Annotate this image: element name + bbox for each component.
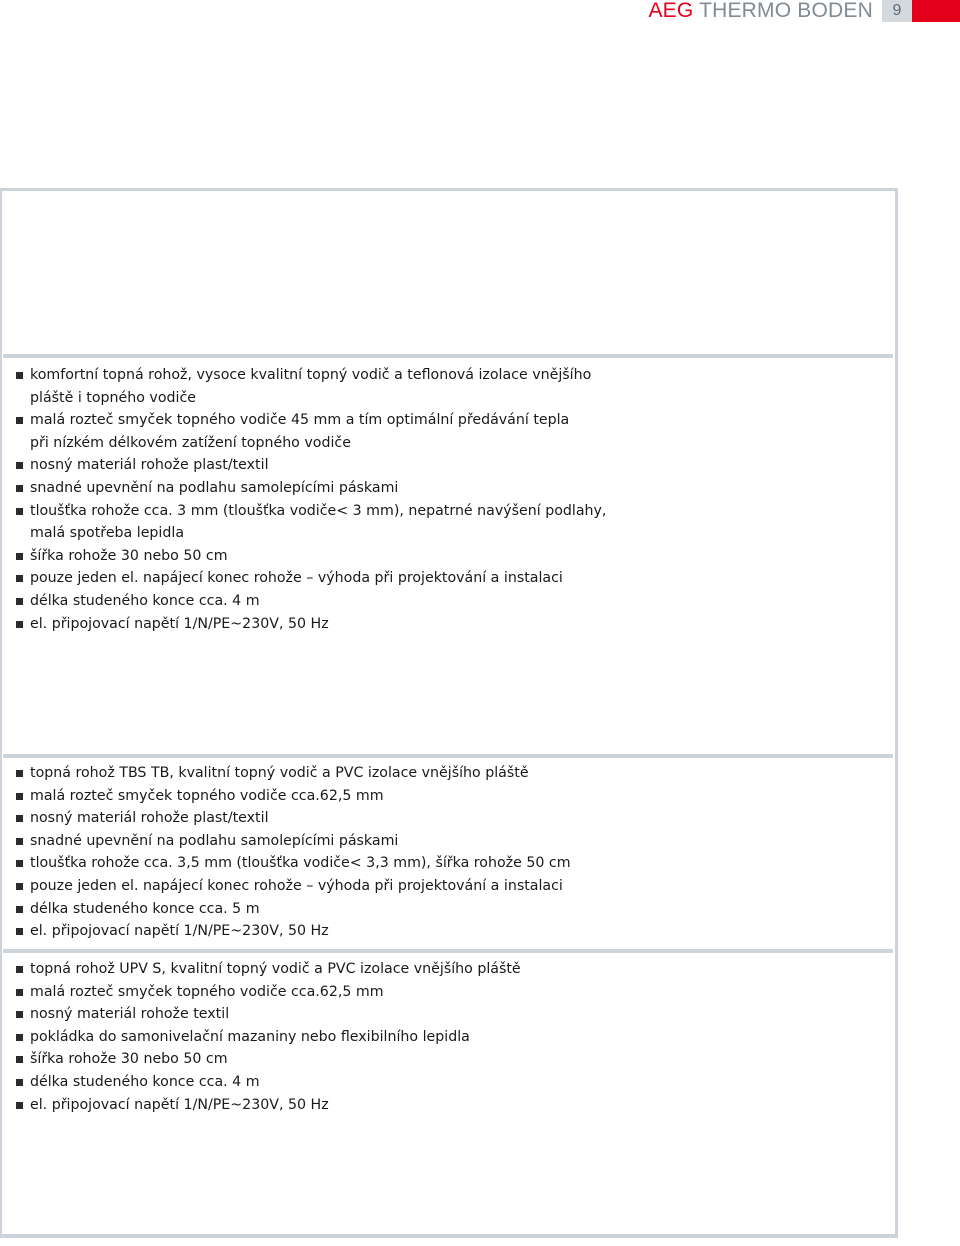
list-item: topná rohož TBS TB, kvalitní topný vodič a PVC izolace vnějšího pláště: [16, 762, 571, 785]
list-item: délka studeného konce cca. 5 m: [16, 898, 571, 921]
list-item-continuation: pláště i topného vodiče: [30, 389, 196, 406]
page-number: 9: [882, 0, 912, 22]
list-item: délka studeného konce cca. 4 m: [16, 590, 606, 613]
list-item: tloušťka rohože cca. 3 mm (tloušťka vodiče< 3 mm), nepatrné navýšení podlahy,: [16, 500, 606, 523]
brand-color-bar: [912, 0, 960, 22]
brand-title: [648, 0, 882, 22]
list-item: nosný materiál rohože plast/textil: [16, 807, 571, 830]
feature-list-3: [16, 958, 521, 1116]
image-area-frame: [3, 191, 893, 358]
list-item-continuation: při nízkém délkovém zatížení topného vodiče: [30, 434, 351, 451]
list-item: snadné upevnění na podlahu samolepícími páskami: [16, 830, 571, 853]
feature-list-2: [16, 762, 571, 943]
list-item-continuation: malá spotřeba lepidla: [30, 525, 185, 542]
image-area: [3, 191, 893, 354]
list-item: nosný materiál rohože textil: [16, 1003, 521, 1026]
list-item: el. připojovací napětí 1/N/PE~230V, 50 Hz: [16, 920, 571, 943]
brand-thermo-boden: THERMO BODEN: [699, 0, 873, 22]
brand-aeg: AEG: [648, 0, 694, 22]
list-item: délka studeného konce cca. 4 m: [16, 1071, 521, 1094]
list-item: pokládka do samonivelační mazaniny nebo flexibilního lepidla: [16, 1026, 521, 1049]
list-item: šířka rohože 30 nebo 50 cm: [16, 545, 606, 568]
list-item: pouze jeden el. napájecí konec rohože – výhoda při projektování a instalaci: [16, 567, 606, 590]
list-item: el. připojovací napětí 1/N/PE~230V, 50 Hz: [16, 1094, 521, 1117]
page-header: [648, 0, 960, 22]
list-item: pouze jeden el. napájecí konec rohože – výhoda při projektování a instalaci: [16, 875, 571, 898]
list-item: malá rozteč smyček topného vodiče cca.62,5 mm: [16, 981, 521, 1004]
list-item: komfortní topná rohož, vysoce kvalitní topný vodič a teflonová izolace vnějšího: [16, 364, 606, 387]
list-item: tloušťka rohože cca. 3,5 mm (tloušťka vodiče< 3,3 mm), šířka rohože 50 cm: [16, 852, 571, 875]
list-item: topná rohož UPV S, kvalitní topný vodič a PVC izolace vnějšího pláště: [16, 958, 521, 981]
feature-list-1: [16, 364, 606, 635]
list-item: snadné upevnění na podlahu samolepícími páskami: [16, 477, 606, 500]
list-item: nosný materiál rohože plast/textil: [16, 454, 606, 477]
list-item: šířka rohože 30 nebo 50 cm: [16, 1048, 521, 1071]
list-item: el. připojovací napětí 1/N/PE~230V, 50 Hz: [16, 613, 606, 636]
list-item: malá rozteč smyček topného vodiče 45 mm a tím optimální předávání tepla: [16, 409, 606, 432]
list-item: malá rozteč smyček topného vodiče cca.62,5 mm: [16, 785, 571, 808]
